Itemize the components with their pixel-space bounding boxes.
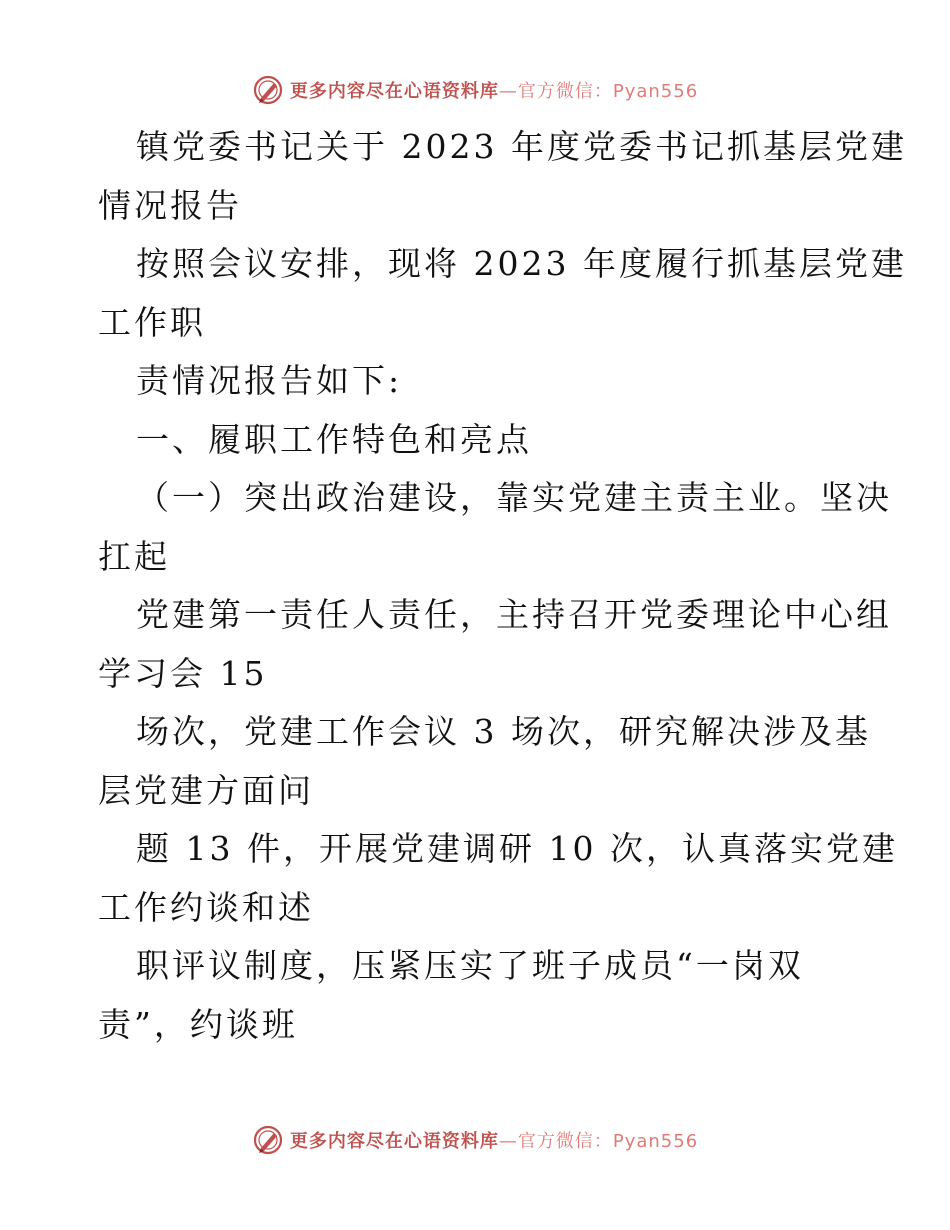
section-heading: 一、履职工作特色和亮点 bbox=[136, 419, 532, 459]
text-line: 层党建方面问 bbox=[98, 770, 314, 810]
text-line: 党建第一责任人责任，主持召开党委理论中心组 bbox=[136, 595, 892, 634]
text-line: 职评议制度，压紧压实了班子成员“一岗双 bbox=[136, 946, 804, 985]
text-line: 责情况报告如下: bbox=[136, 361, 403, 400]
text-line: 镇党委书记关于 2023 年度党委书记抓基层党建 bbox=[136, 127, 907, 166]
text-line: 题 13 件，开展党建调研 10 次，认真落实党建 bbox=[136, 829, 898, 868]
text-line: （一）突出政治建设，靠实党建主责主业。坚决 bbox=[136, 478, 892, 517]
watermark-sub-text: —官方微信：Pyan556 bbox=[498, 1131, 699, 1152]
text-line: 工作约谈和述 bbox=[98, 887, 314, 927]
text-line: 场次，党建工作会议 3 场次，研究解决涉及基 bbox=[136, 712, 871, 751]
text-line: 工作职 bbox=[98, 302, 206, 342]
text-line: 学习会 15 bbox=[98, 653, 268, 693]
text-line: 按照会议安排，现将 2023 年度履行抓基层党建 bbox=[136, 244, 907, 283]
footer-watermark bbox=[0, 1120, 950, 1160]
watermark-main-text: 更多内容尽在心语资料库 bbox=[289, 81, 499, 102]
text-line: 扛起 bbox=[98, 536, 170, 576]
document-body bbox=[98, 118, 907, 1054]
text-line: 情况报告 bbox=[98, 185, 242, 225]
text-line: 责”，约谈班 bbox=[98, 1004, 298, 1044]
watermark-main-text: 更多内容尽在心语资料库 bbox=[289, 1131, 499, 1152]
pen-logo-icon bbox=[252, 1124, 284, 1156]
watermark-sub-text: —官方微信：Pyan556 bbox=[498, 81, 699, 102]
header-watermark bbox=[0, 70, 950, 110]
pen-logo-icon bbox=[252, 74, 284, 106]
